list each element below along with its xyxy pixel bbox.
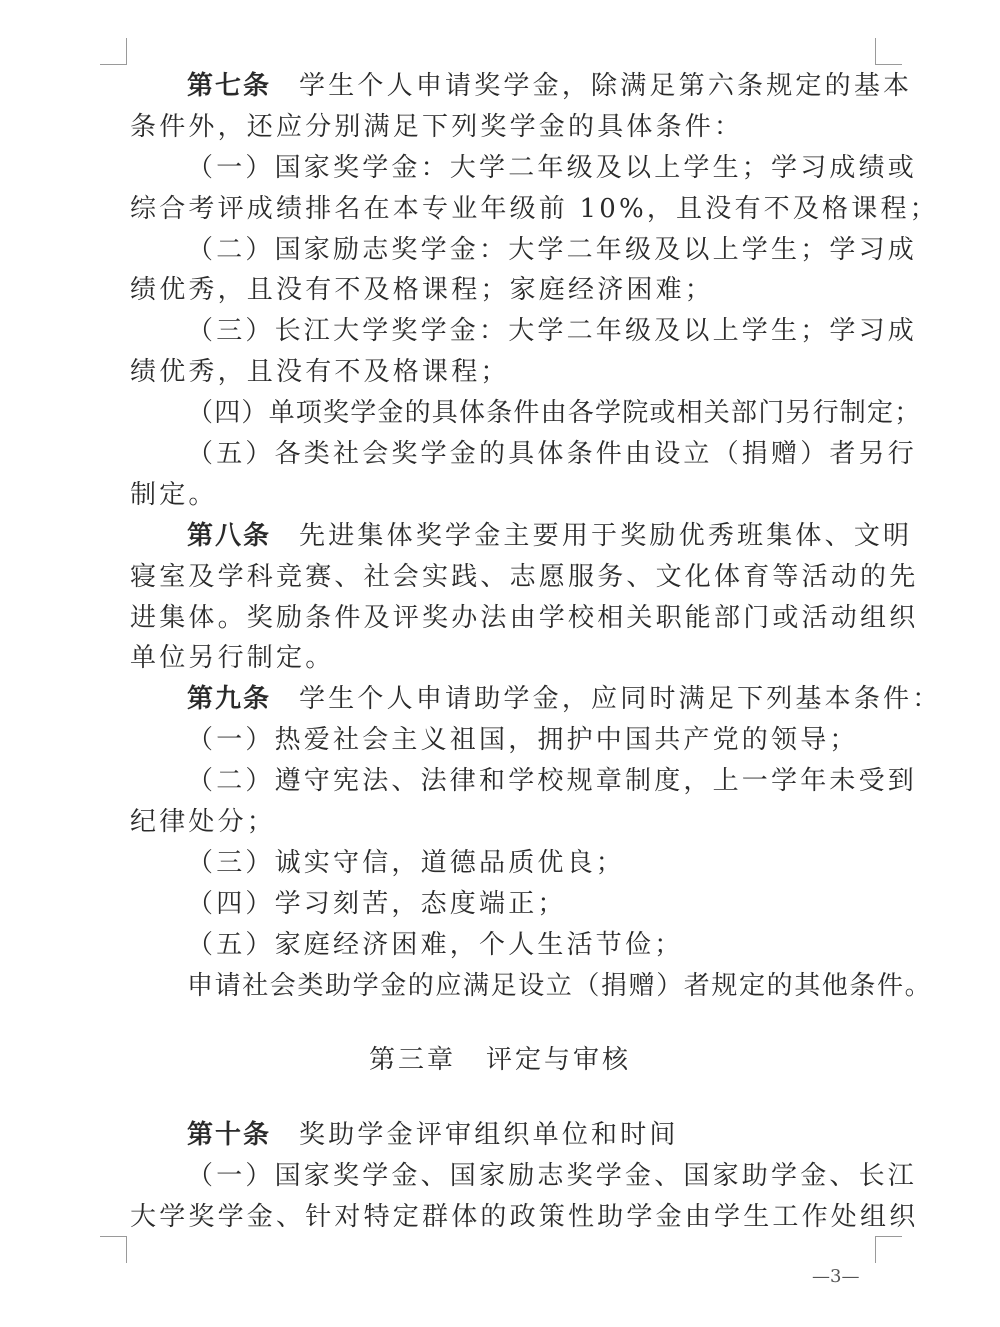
- article-9-paragraph: [130, 679, 942, 720]
- article-9-item-2: （二）遵守宪法、法律和学校规章制度，上一学年未受到: [187, 766, 918, 797]
- article-9-item-1: （一）热爱社会主义祖国，拥护中国共产党的领导；: [187, 725, 859, 756]
- crop-mark-top-left: [100, 38, 127, 65]
- article-8-paragraph: [130, 516, 913, 557]
- article-7-item-3: （三）长江大学奖学金：大学二年级及以上学生；学习成: [187, 316, 918, 347]
- article-10-item-1: （一）国家奖学金、国家励志奖学金、国家助学金、长江: [187, 1161, 918, 1192]
- chapter-title: 评定与审核: [486, 1045, 632, 1076]
- article-8-text: 先进集体奖学金主要用于奖励优秀班集体、文明: [299, 520, 913, 551]
- article-7-paragraph: [130, 66, 913, 107]
- article-7-line: 条件外，还应分别满足下列奖学金的具体条件：: [130, 111, 744, 142]
- article-10-paragraph: [130, 1115, 870, 1156]
- article-7-item-4: （四）单项奖学金的具体条件由各学院或相关部门另行制定；: [187, 398, 922, 429]
- article-9-text: 学生个人申请助学金，应同时满足下列基本条件：: [299, 684, 942, 715]
- article-7-item-2: （二）国家励志奖学金：大学二年级及以上学生；学习成: [187, 234, 918, 265]
- crop-mark-bottom-left: [100, 1236, 127, 1263]
- article-9-heading: 第九条: [187, 684, 272, 715]
- crop-mark-top-right: [875, 38, 902, 65]
- article-9-item-4: （四）学习刻苦，态度端正；: [187, 888, 567, 919]
- article-7-item-1: （一）国家奖学金：大学二年级及以上学生；学习成绩或: [187, 152, 918, 183]
- article-9-item-2-cont: 纪律处分；: [130, 807, 277, 838]
- article-7-heading: 第七条: [187, 71, 272, 101]
- article-7-text: 学生个人申请奖学金，除满足第六条规定的基本: [299, 71, 913, 101]
- article-8-line: 寝室及学科竞赛、社会实践、志愿服务、文化体育等活动的先: [130, 561, 919, 592]
- article-7-item-3-cont: 绩优秀，且没有不及格课程；: [130, 357, 510, 388]
- page-number: —3—: [812, 1266, 860, 1287]
- chapter-label: 第三章: [368, 1045, 456, 1076]
- article-9-item-3: （三）诚实守信，道德品质优良；: [187, 847, 626, 878]
- chapter-heading: [130, 1040, 870, 1081]
- crop-mark-bottom-right: [875, 1236, 902, 1263]
- article-8-line: 单位另行制定。: [130, 643, 335, 674]
- article-7-item-2-cont: 绩优秀，且没有不及格课程；家庭经济困难；: [130, 275, 715, 306]
- article-8-heading: 第八条: [187, 520, 272, 551]
- article-7-item-1-cont: 综合考评成绩排名在本专业年级前 10%，且没有不及格课程；: [130, 193, 939, 224]
- article-10-heading: 第十条: [187, 1120, 272, 1151]
- article-9-note: 申请社会类助学金的应满足设立（捐赠）者规定的其他条件。: [187, 970, 933, 1001]
- article-9-item-5: （五）家庭经济困难，个人生活节俭；: [187, 929, 684, 960]
- article-10-item-1-cont: 大学奖学金、针对特定群体的政策性助学金由学生工作处组织: [130, 1202, 919, 1233]
- document-body: [130, 66, 942, 1238]
- article-7-item-5: （五）各类社会奖学金的具体条件由设立（捐赠）者另行: [187, 439, 918, 470]
- article-7-item-5-cont: 制定。: [130, 479, 218, 510]
- article-10-text: 奖助学金评审组织单位和时间: [299, 1120, 679, 1151]
- article-8-line: 进集体。奖励条件及评奖办法由学校相关职能部门或活动组织: [130, 602, 919, 633]
